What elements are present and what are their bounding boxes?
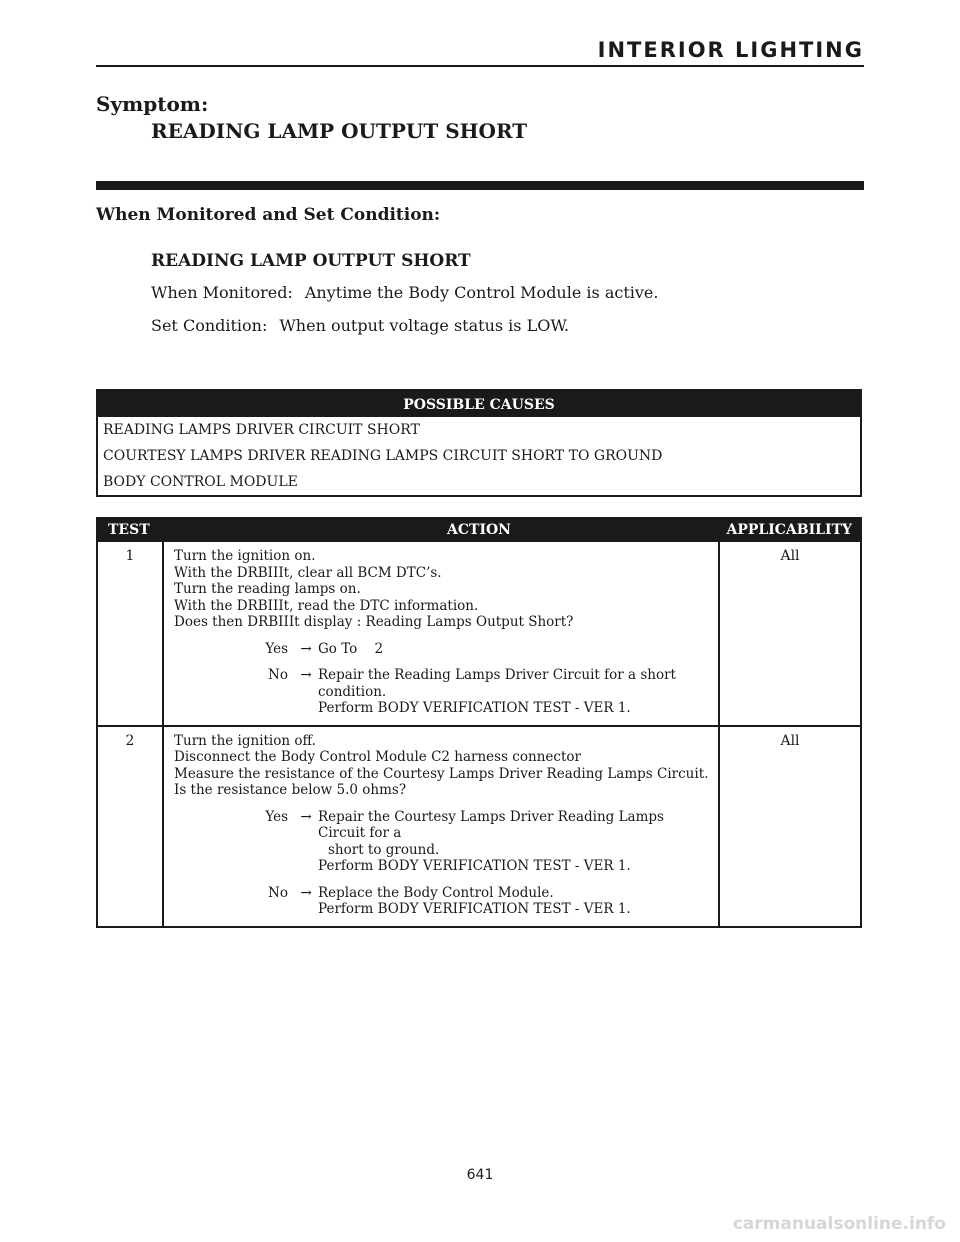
- monitored-heading: When Monitored and Set Condition:: [96, 205, 441, 225]
- result-line: Perform BODY VERIFICATION TEST - VER 1.: [318, 858, 631, 874]
- possible-causes-table: [96, 389, 862, 497]
- when-monitored-line: [151, 283, 658, 302]
- header-action: ACTION: [447, 522, 511, 538]
- answer-result: [318, 641, 714, 658]
- test-step: Is the resistance below 5.0 ohms?: [174, 782, 407, 798]
- symptom-title: READING LAMP OUTPUT SHORT: [151, 119, 528, 143]
- test-row-1: [98, 542, 860, 725]
- test-step: Turn the ignition off.: [174, 732, 316, 749]
- answer-result: [318, 667, 714, 717]
- result-line: Go To 2: [318, 640, 384, 657]
- cause-item: BODY CONTROL MODULE: [103, 474, 298, 490]
- test-table-header: [98, 519, 860, 542]
- header-divider: [96, 65, 864, 67]
- test-step: With the DRBIIIt, clear all BCM DTC’s.: [174, 564, 442, 581]
- section-divider: [96, 181, 864, 190]
- watermark: carmanualsonline.info: [732, 1214, 946, 1234]
- when-monitored-value: Anytime the Body Control Module is active.: [304, 283, 659, 302]
- test-number: 2: [98, 727, 164, 926]
- test-step: Turn the reading lamps on.: [174, 581, 361, 597]
- symptom-label: Symptom:: [96, 92, 209, 116]
- test-action: [164, 542, 720, 725]
- arrow-right-icon: →: [300, 667, 312, 683]
- result-line: Repair the Reading Lamps Driver Circuit for a short condition.: [318, 667, 676, 700]
- test-number: 1: [98, 542, 164, 725]
- answer-yes: [174, 809, 714, 875]
- header-test: TEST: [108, 522, 150, 538]
- page-number: 641: [466, 1167, 494, 1183]
- cause-item: READING LAMPS DRIVER CIRCUIT SHORT: [103, 422, 420, 438]
- result-line: Replace the Body Control Module.: [318, 884, 554, 901]
- test-step: Does then DRBIIIt display : Reading Lamps Output Short?: [174, 614, 574, 630]
- test-row-2: [98, 725, 860, 926]
- answer-label: No: [268, 667, 288, 683]
- result-line: Perform BODY VERIFICATION TEST - VER 1.: [318, 901, 631, 917]
- answer-no: [174, 885, 714, 918]
- test-step: Measure the resistance of the Courtesy Lamps Driver Reading Lamps Circuit.: [174, 765, 709, 782]
- set-condition-line: [151, 316, 569, 335]
- answer-no: [174, 667, 714, 717]
- test-applicability: All: [780, 732, 800, 749]
- header-applicability: APPLICABILITY: [726, 522, 852, 538]
- possible-causes-header: POSSIBLE CAUSES: [98, 391, 860, 417]
- answer-result: [318, 885, 714, 918]
- when-monitored-label: When Monitored:: [151, 283, 293, 302]
- test-step: With the DRBIIIt, read the DTC information.: [174, 597, 479, 614]
- test-step: Turn the ignition on.: [174, 548, 316, 564]
- result-line: Perform BODY VERIFICATION TEST - VER 1.: [318, 700, 631, 716]
- result-line: Repair the Courtesy Lamps Driver Reading Lamps Circuit for a: [318, 808, 664, 841]
- answer-label: Yes: [265, 808, 288, 825]
- set-condition-value: When output voltage status is LOW.: [279, 316, 570, 335]
- arrow-right-icon: →: [300, 640, 312, 657]
- test-table: [96, 517, 862, 928]
- test-action: [164, 727, 720, 926]
- answer-label: No: [268, 884, 288, 901]
- test-step: Disconnect the Body Control Module C2 harness connector: [174, 749, 581, 765]
- answer-result: [318, 809, 714, 875]
- answer-yes: [174, 641, 714, 658]
- result-line: short to ground.: [328, 841, 440, 858]
- set-condition-label: Set Condition:: [151, 316, 268, 335]
- cause-item: COURTESY LAMPS DRIVER READING LAMPS CIRCUIT SHORT TO GROUND: [103, 448, 663, 464]
- section-title: INTERIOR LIGHTING: [597, 38, 864, 62]
- arrow-right-icon: →: [300, 884, 312, 901]
- arrow-right-icon: →: [300, 808, 312, 825]
- answer-label: Yes: [265, 640, 288, 657]
- condition-title: READING LAMP OUTPUT SHORT: [151, 251, 471, 271]
- test-applicability: All: [780, 548, 800, 564]
